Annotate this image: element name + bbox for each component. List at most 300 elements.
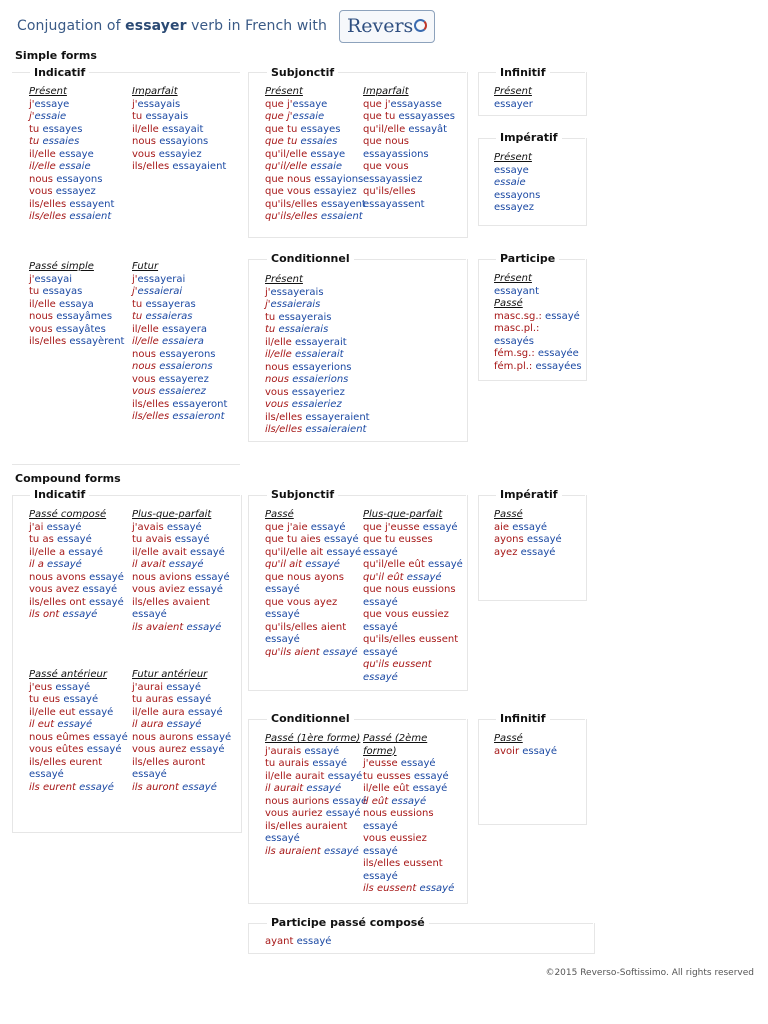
conjugation-line — [363, 559, 463, 572]
title-verb: essayer — [125, 18, 187, 34]
verb-form-text: essayé — [363, 870, 398, 882]
verb-form-text: essayant — [494, 285, 540, 297]
conjugation-line — [265, 821, 367, 834]
conjugation-line — [363, 833, 454, 846]
verb-form-text: essayions — [159, 136, 209, 147]
verb-form-text: essayèrent — [69, 336, 125, 347]
tense-label: Passé — [265, 509, 294, 520]
conjugation-line — [29, 324, 124, 337]
pronoun-text: vous — [265, 399, 292, 410]
verb-form-text: essayas — [42, 286, 83, 297]
verb-form-text: essayé — [166, 719, 202, 730]
conjugation-line — [132, 732, 231, 745]
col-subj-imparfait — [363, 86, 455, 211]
pronoun-text: qu'ils/elles — [363, 186, 416, 197]
pronoun-text: ils/elles ont — [29, 596, 89, 608]
conjugation-line — [494, 746, 557, 759]
conjugation-line — [132, 136, 226, 149]
conjugation-line — [363, 522, 463, 535]
conjugation-line — [363, 547, 463, 560]
pronoun-text: que tu eusses — [363, 534, 433, 545]
pronoun-text: tu — [29, 136, 43, 147]
verb-form-text: essayerions — [292, 361, 352, 373]
verb-form-text: essayeraient — [305, 411, 370, 423]
pronoun-text: vous aviez — [132, 584, 189, 595]
conjugation-line — [265, 387, 370, 400]
verb-form-text: essayé — [168, 559, 204, 570]
conjugation-line — [29, 707, 128, 720]
verb-form-text: essayé — [296, 936, 332, 947]
conjugation-line — [29, 694, 128, 707]
verb-form-text: essayée — [537, 348, 579, 359]
conjugation-line — [494, 547, 562, 560]
pronoun-text: ils/elles auront — [132, 756, 206, 768]
verb-form-text: essayez — [55, 186, 96, 197]
verb-form-text: essayes — [300, 123, 341, 135]
pronoun-text: j'eus — [29, 681, 56, 693]
compound-participe-title: Participe passé composé — [267, 916, 429, 929]
conjugation-line — [132, 694, 231, 707]
pronoun-text: il/elle — [29, 298, 59, 310]
col-ind-passe-compose — [29, 509, 124, 622]
col-ind-present — [29, 86, 114, 224]
conjugation-line — [29, 211, 114, 224]
verb-form-text: essayé — [526, 534, 562, 545]
pronoun-text: que nous ayons — [265, 571, 344, 583]
conjugation-line — [29, 111, 114, 124]
verb-form-text: essayé — [512, 521, 548, 533]
conjugation-line — [29, 199, 114, 212]
pronoun-text: il/elle — [132, 123, 162, 135]
pronoun-text: qu'il eût — [363, 571, 407, 583]
verb-form-text: essayerais — [278, 311, 332, 323]
verb-form-text: essayé — [196, 731, 232, 743]
col-subj-plus-que-parfait — [363, 509, 463, 684]
verb-form-text: essayé — [304, 745, 340, 757]
verb-form-text: essayé — [363, 596, 398, 608]
logo-text: Revers — [346, 14, 414, 37]
pronoun-text: il/elle aurait — [265, 770, 328, 782]
conjugation-line — [132, 609, 230, 622]
pronoun-text: nous — [265, 374, 293, 385]
pronoun-text: ils eurent — [29, 781, 80, 793]
pronoun-text: il aura — [132, 719, 167, 730]
pronoun-text: il/elle a — [29, 546, 69, 558]
verb-form-text: essayé — [265, 833, 300, 844]
col-cond-passe1 — [265, 733, 367, 858]
pronoun-text: ils/elles — [265, 424, 306, 435]
conjugation-line — [265, 124, 366, 137]
verb-form-text: essayât — [408, 123, 448, 135]
conjugation-line — [363, 634, 463, 647]
conjugation-line — [363, 672, 463, 685]
verb-form-text: essayé — [265, 609, 300, 620]
conjugation-line — [265, 936, 331, 949]
conjugation-line — [132, 161, 226, 174]
conjugation-line — [363, 199, 455, 212]
page-header — [17, 8, 435, 44]
conjugation-line — [363, 796, 454, 809]
pronoun-text: j'aurais — [265, 745, 305, 757]
pronoun-text: il/elle eut — [29, 706, 79, 718]
verb-form-text: essaierait — [294, 349, 344, 360]
pronoun-text: nous avions — [132, 571, 195, 583]
conjugation-line — [363, 572, 463, 585]
conjugation-line — [265, 758, 367, 771]
tense-label: Futur — [132, 261, 159, 272]
verb-form-text: essayais — [137, 98, 181, 110]
compound-infinitif-title: Infinitif — [496, 712, 550, 725]
tense-label-cont: forme) — [363, 745, 397, 757]
pronoun-text: que vous ayez — [265, 596, 338, 608]
conjugation-line — [494, 311, 582, 324]
verb-form-text: essayé — [79, 781, 114, 793]
col-imp-passe — [494, 509, 562, 559]
verb-form-text: essayait — [161, 123, 204, 135]
verb-form-text: essaierai — [137, 286, 183, 297]
conjugation-line — [265, 609, 361, 622]
pronoun-text: j' — [132, 273, 138, 285]
verb-form-text: essayera — [161, 323, 207, 335]
conjugation-line — [363, 124, 455, 137]
conjugation-line — [29, 782, 128, 795]
conjugation-line — [363, 647, 463, 660]
tense-label: Passé composé — [29, 509, 107, 520]
pronoun-text: ils/elles — [29, 198, 70, 210]
pronoun-text: vous — [265, 386, 292, 398]
conjugation-line — [132, 99, 226, 112]
pronoun-text: que tu aies — [265, 534, 324, 545]
pronoun-text: ils ont — [29, 609, 63, 620]
conjugation-line — [265, 771, 367, 784]
conjugation-line — [494, 348, 582, 361]
compound-subjonctif-title: Subjonctif — [267, 488, 338, 501]
verb-form-text: essayé — [363, 845, 398, 857]
conjugation-line — [363, 174, 455, 187]
pronoun-text: vous — [29, 323, 56, 335]
verb-form-text: essayé — [92, 731, 128, 743]
conjugation-line — [494, 534, 562, 547]
conjugation-line — [265, 111, 366, 124]
conjugation-line — [494, 361, 582, 374]
conjugation-line — [363, 534, 463, 547]
simple-conditionnel-title: Conditionnel — [267, 252, 354, 265]
pronoun-text: masc.sg.: — [494, 310, 546, 322]
conjugation-line — [265, 299, 370, 312]
verb-form-text: essaieraient — [305, 424, 367, 435]
verb-form-text: essayé — [189, 744, 225, 755]
conjugation-line — [29, 597, 124, 610]
pronoun-text: j' — [265, 299, 271, 310]
conjugation-line — [265, 211, 366, 224]
pronoun-text: j' — [132, 286, 138, 297]
verb-form-text: essayé — [88, 596, 124, 608]
conjugation-line — [363, 622, 463, 635]
verb-form-text: essayions — [314, 173, 364, 185]
verb-form-text: essayé — [391, 795, 427, 807]
conjugation-line — [29, 174, 114, 187]
conjugation-line — [132, 572, 230, 585]
conjugation-line — [363, 871, 454, 884]
conjugation-line — [265, 424, 370, 437]
conjugation-line — [132, 782, 231, 795]
pronoun-text: tu eusses — [363, 770, 414, 782]
pronoun-text: tu — [265, 311, 279, 323]
conjugation-line — [363, 584, 463, 597]
verb-form-text: essaie — [34, 111, 67, 122]
col-ind-passe-simple — [29, 261, 124, 349]
conjugation-line — [363, 659, 463, 672]
conjugation-line — [363, 136, 455, 149]
verb-form-text: essayai — [34, 273, 73, 285]
conjugation-line — [29, 572, 124, 585]
conjugation-line — [29, 274, 124, 287]
verb-form-text: essayé — [174, 534, 210, 545]
pronoun-text: tu — [265, 324, 279, 335]
conjugation-line — [29, 522, 124, 535]
col-subj-present — [265, 86, 366, 224]
pronoun-text: que nous eussions — [363, 584, 456, 595]
conjugation-line — [29, 124, 114, 137]
pronoun-text: que j' — [265, 111, 293, 122]
verb-form-text: essayent — [320, 198, 366, 210]
col-cond-passe2 — [363, 733, 454, 896]
verb-form-text: essayé — [166, 681, 201, 693]
pronoun-text: il eut — [29, 719, 58, 730]
pronoun-text: qu'ils/elles aient — [265, 621, 347, 633]
pronoun-text: vous eussiez — [363, 833, 427, 844]
conjugation-line — [132, 111, 226, 124]
verb-form-text: essayé — [422, 521, 458, 533]
pronoun-text: que j' — [265, 98, 293, 110]
verb-form-text: essayé — [363, 671, 398, 683]
conjugation-line — [494, 522, 562, 535]
compound-conditionnel-title: Conditionnel — [267, 712, 354, 725]
verb-form-text: essayé — [522, 745, 558, 757]
tense-label: Présent — [265, 86, 303, 97]
tense-label: Plus-que-parfait — [363, 509, 443, 520]
tense-label: Futur antérieur — [132, 669, 208, 680]
verb-form-text: essayé — [188, 584, 223, 595]
conjugation-line — [265, 399, 370, 412]
col-ind-passe-anterieur — [29, 669, 128, 794]
conjugation-line — [363, 161, 455, 174]
verb-form-text: essaye — [292, 98, 328, 110]
conjugation-line — [265, 547, 361, 560]
verb-form-text: essaierais — [270, 299, 321, 310]
pronoun-text: qu'ils aient — [265, 646, 323, 658]
conjugation-line — [132, 744, 231, 757]
conjugation-line — [363, 758, 454, 771]
verb-form-text: essayé — [265, 634, 300, 645]
pronoun-text: qu'il/elle — [265, 161, 311, 172]
conjugation-line — [363, 149, 455, 162]
verb-form-text: essaieras — [145, 311, 193, 322]
col-ind-imparfait — [132, 86, 226, 174]
conjugation-line — [132, 299, 227, 312]
pronoun-text: ils/elles — [132, 161, 173, 172]
compound-indicatif-title: Indicatif — [30, 488, 89, 501]
pronoun-text: que vous — [363, 161, 409, 172]
tense-label: Passé — [494, 733, 523, 744]
pronoun-text: nous — [132, 361, 160, 372]
pronoun-text: que vous eussiez — [363, 609, 449, 620]
verb-form-text: essayé — [63, 694, 99, 705]
conjugation-line — [265, 634, 361, 647]
verb-form-text: essayé — [363, 546, 398, 558]
conjugation-line — [494, 336, 582, 349]
verb-form-text: essaieriez — [291, 399, 342, 410]
pronoun-text: j'eusse — [363, 758, 401, 769]
verb-form-text: essayé — [46, 521, 82, 533]
verb-form-text: essayé — [326, 546, 362, 558]
pronoun-text: tu eus — [29, 694, 64, 705]
pronoun-text: que tu — [265, 136, 301, 147]
conjugation-line — [265, 199, 366, 212]
pronoun-text: qu'ils eussent — [363, 659, 432, 670]
verb-form-text: essaie — [292, 111, 325, 122]
pronoun-text: qu'il/elle — [265, 148, 311, 160]
conjugation-line — [29, 757, 128, 770]
pronoun-text: vous — [132, 148, 159, 160]
pronoun-text: vous aurez — [132, 744, 190, 755]
pronoun-text: fém.sg.: — [494, 348, 538, 359]
conjugation-line — [265, 324, 370, 337]
pronoun-text: tu as — [29, 534, 57, 545]
conjugation-line — [29, 609, 124, 622]
conjugation-line — [132, 311, 227, 324]
verb-form-text: essaye — [310, 148, 346, 160]
reverso-logo[interactable] — [339, 10, 435, 43]
conjugation-line — [265, 349, 370, 362]
verb-form-text: essayé — [310, 521, 346, 533]
verb-form-text: essaye — [494, 164, 529, 176]
conjugation-line — [265, 572, 361, 585]
pronoun-text: nous eussions — [363, 808, 434, 819]
col-cond-present — [265, 274, 370, 437]
verb-form-text: essayé — [520, 546, 556, 558]
pronoun-text: ils/elles — [29, 211, 70, 222]
verb-form-text: essayé — [327, 770, 363, 782]
verb-form-text: essayé — [363, 820, 398, 832]
compound-forms-heading: Compound forms — [15, 472, 121, 485]
verb-form-text: essayez — [494, 202, 535, 213]
conjugation-line — [29, 336, 124, 349]
conjugation-line — [363, 883, 454, 896]
pronoun-text: qu'ils/elles — [265, 198, 321, 210]
verb-form-text: essayiez — [313, 186, 357, 197]
conjugation-line — [132, 411, 227, 424]
conjugation-line — [265, 622, 361, 635]
conjugation-line — [494, 323, 582, 336]
verb-form-text: essayé — [186, 621, 222, 633]
conjugation-line — [29, 584, 124, 597]
pronoun-text: j' — [29, 98, 35, 110]
verb-form-text: essaierais — [278, 324, 329, 335]
verb-form-text: essayasse — [390, 98, 442, 110]
tense-label: Passé simple — [29, 261, 94, 272]
conjugation-line — [363, 808, 454, 821]
verb-form-text: essayé — [29, 769, 64, 780]
conjugation-line — [29, 682, 128, 695]
pronoun-text: ils/elles eussent — [363, 858, 443, 869]
verb-form-text: essayaient — [172, 161, 227, 172]
conjugation-line — [265, 136, 366, 149]
pronoun-text: j' — [265, 286, 271, 298]
verb-form-text: essaieront — [172, 411, 225, 422]
conjugation-line — [265, 833, 367, 846]
conjugation-line — [265, 647, 361, 660]
simple-participe-title: Participe — [496, 252, 559, 265]
pronoun-text: tu avais — [132, 534, 175, 545]
conjugation-line — [265, 559, 361, 572]
pronoun-text: que j'aie — [265, 521, 311, 533]
conjugation-line — [265, 412, 370, 425]
pronoun-text: il/elle eût — [363, 783, 413, 794]
conjugation-line — [29, 769, 128, 782]
verb-form-text: essayer — [494, 98, 533, 110]
pronoun-text: vous — [29, 186, 56, 197]
pronoun-text: il/elle — [29, 148, 59, 160]
pronoun-text: ils/elles eurent — [29, 756, 103, 768]
pronoun-text: ils/elles — [132, 398, 173, 410]
col-ind-futur — [132, 261, 227, 424]
verb-form-text: essayons — [494, 189, 541, 201]
conjugation-line — [29, 286, 124, 299]
conjugation-line — [132, 682, 231, 695]
verb-form-text: essayé — [400, 758, 436, 769]
conjugation-line — [265, 174, 366, 187]
tense-label: Présent — [29, 86, 67, 97]
verb-form-text: essayâtes — [55, 323, 106, 335]
conjugation-line — [132, 622, 230, 635]
conjugation-line — [132, 707, 231, 720]
pronoun-text: ils/elles — [132, 411, 173, 422]
verb-form-text: essayes — [42, 123, 83, 135]
pronoun-text: masc.pl.: — [494, 323, 540, 334]
conjugation-line — [494, 202, 540, 215]
conjugation-line — [265, 99, 366, 112]
pronoun-text: que tu — [265, 123, 301, 135]
conjugation-line — [132, 769, 231, 782]
simple-infinitif-title: Infinitif — [496, 66, 550, 79]
conjugation-line — [132, 534, 230, 547]
conjugation-line — [363, 821, 454, 834]
conjugation-line — [132, 399, 227, 412]
conjugation-line — [363, 846, 454, 859]
pronoun-text: ils avaient — [132, 621, 187, 633]
tense-label: Passé antérieur — [29, 669, 107, 680]
verb-form-text: essayassiez — [363, 173, 423, 185]
pronoun-text: il/elle — [132, 323, 162, 335]
verb-form-text: essayé — [428, 559, 463, 570]
tense-label: Passé — [494, 509, 523, 520]
verb-form-text: essayés — [494, 335, 534, 347]
verb-form-text: essayé — [332, 795, 368, 807]
pronoun-text: vous — [132, 386, 159, 397]
pronoun-text: que nous — [363, 136, 410, 147]
pronoun-text: tu aurais — [265, 758, 313, 769]
pronoun-text: vous — [132, 373, 159, 385]
pronoun-text: vous auriez — [265, 808, 326, 819]
pronoun-text: ayez — [494, 546, 521, 558]
conjugation-line — [494, 99, 533, 112]
conjugation-line — [132, 559, 230, 572]
verb-form-text: essayerai — [137, 273, 186, 285]
verb-form-text: essayeras — [145, 298, 196, 310]
pronoun-text: il/elle aura — [132, 706, 188, 718]
conjugation-line — [363, 771, 454, 784]
